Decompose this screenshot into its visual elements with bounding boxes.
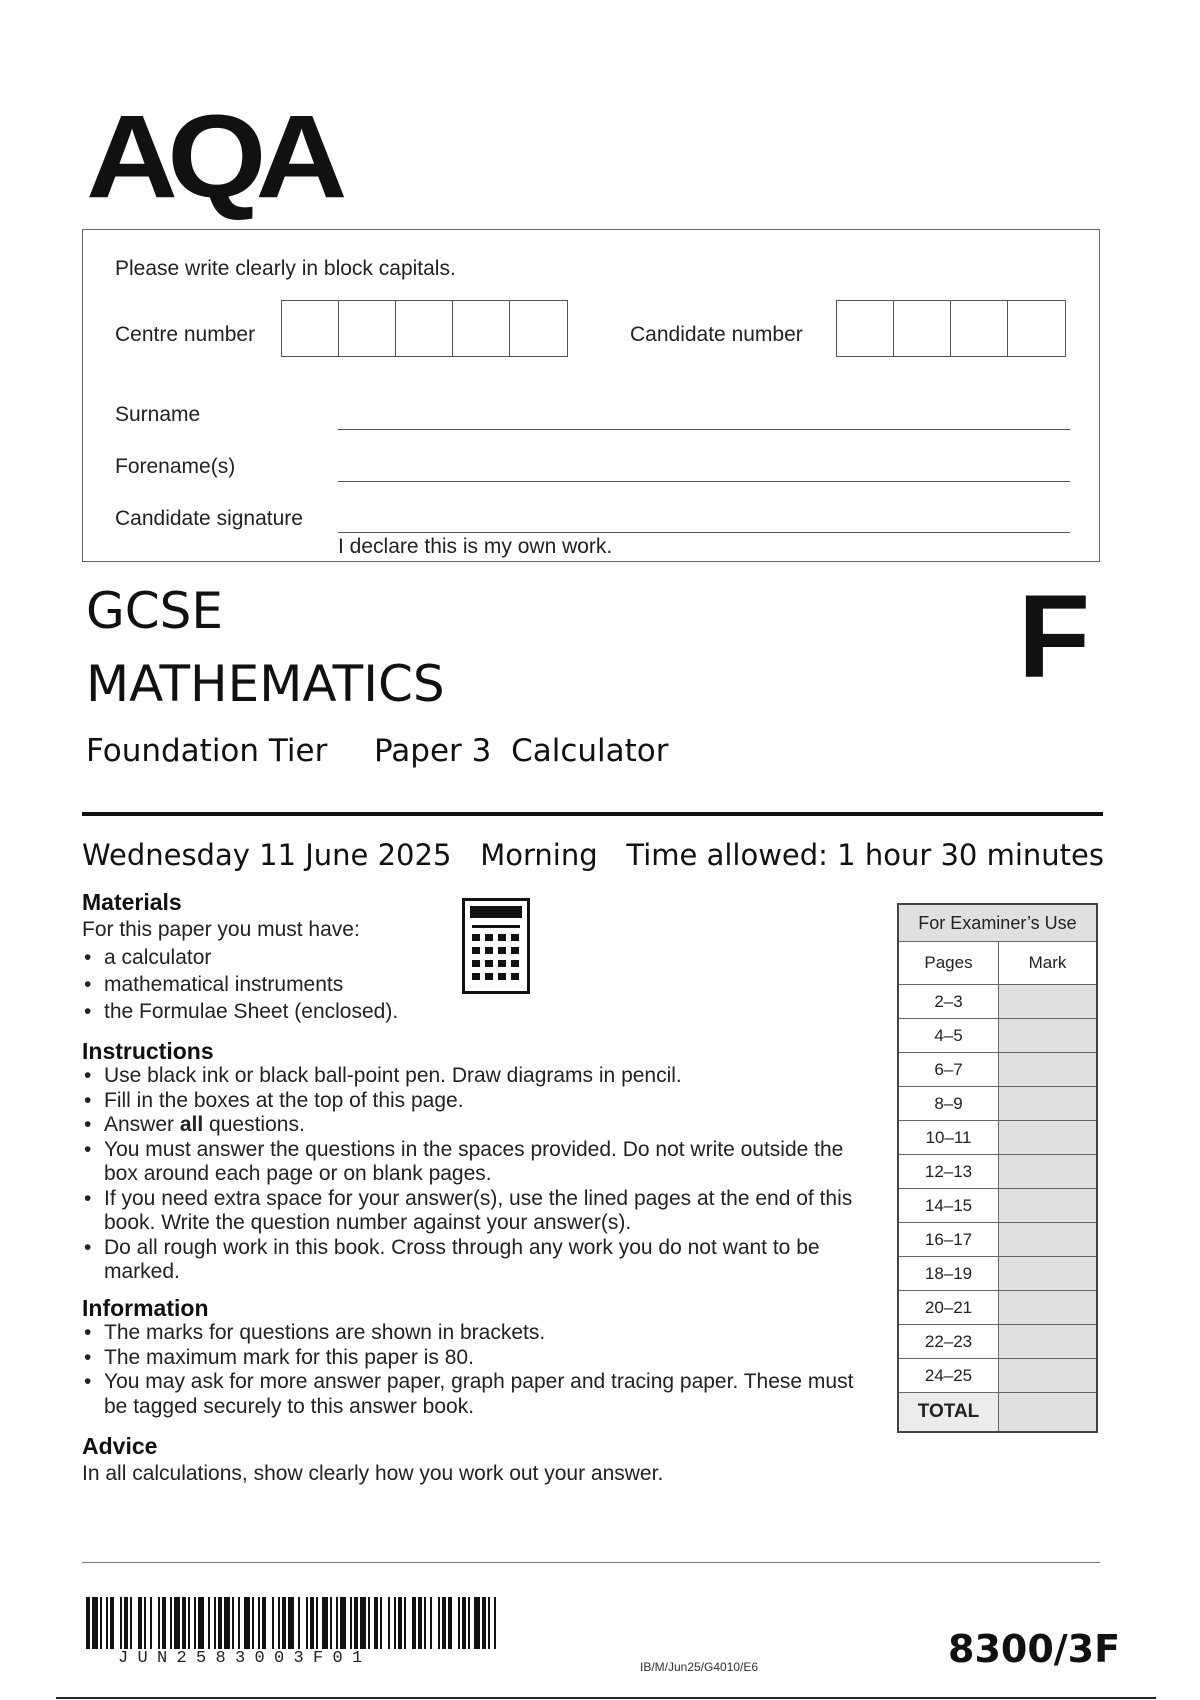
materials-list [82, 944, 482, 1025]
mark-cell[interactable] [999, 1257, 1098, 1291]
advice-text: In all calculations, show clearly how you work out your answer. [82, 1462, 664, 1485]
candidate-number-digit[interactable] [837, 301, 894, 356]
centre-number-digit[interactable] [510, 301, 567, 356]
total-mark-cell[interactable] [999, 1393, 1098, 1433]
table-row [898, 1053, 1097, 1087]
mark-cell[interactable] [999, 985, 1098, 1019]
examiner-table-title: For Examiner’s Use [898, 904, 1097, 942]
mark-cell[interactable] [999, 1325, 1098, 1359]
title-divider [82, 812, 1103, 816]
list-item: • Use black ink or black ball-point pen. Draw diagrams in pencil. [84, 1064, 682, 1087]
candidate-number-digit[interactable] [951, 301, 1008, 356]
exam-date: Wednesday 11 June 2025 [82, 838, 452, 872]
table-row [898, 1121, 1097, 1155]
table-row [898, 985, 1097, 1019]
table-row [898, 1155, 1097, 1189]
instructions-list [82, 1064, 862, 1285]
subject-title: MATHEMATICS [86, 655, 445, 713]
table-row [898, 1359, 1097, 1393]
mark-cell[interactable] [999, 1223, 1098, 1257]
pages-cell: 16–17 [898, 1223, 999, 1257]
candidate-number-digit[interactable] [894, 301, 951, 356]
candidate-details-box [82, 229, 1100, 562]
centre-number-digit[interactable] [453, 301, 510, 356]
list-item: • Fill in the boxes at the top of this page. [84, 1088, 464, 1112]
mark-cell[interactable] [999, 1019, 1098, 1053]
page-bottom-rule [56, 1697, 1156, 1699]
materials-intro: For this paper you must have: [82, 918, 360, 941]
mark-column-header: Mark [999, 942, 1098, 985]
list-item: • the Formulae Sheet (enclosed). [84, 1000, 399, 1023]
pages-cell: 10–11 [898, 1121, 999, 1155]
mark-cell[interactable] [999, 1291, 1098, 1325]
mark-cell[interactable] [999, 1189, 1098, 1223]
list-item: • The marks for questions are shown in brackets. [84, 1321, 546, 1344]
pages-cell: 12–13 [898, 1155, 999, 1189]
centre-number-field[interactable] [281, 300, 568, 357]
pages-cell: 4–5 [898, 1019, 999, 1053]
mark-cell[interactable] [999, 1121, 1098, 1155]
reference-code: IB/M/Jun25/G4010/E6 [640, 1660, 759, 1674]
list-item: • The maximum mark for this paper is 80. [84, 1345, 474, 1369]
materials-heading: Materials [82, 889, 182, 915]
table-row [898, 1291, 1097, 1325]
aqa-logo: AQA [86, 91, 337, 223]
pages-cell: 2–3 [898, 985, 999, 1019]
examiner-use-table [897, 903, 1098, 1433]
qualification-title: GCSE [86, 582, 223, 640]
advice-heading: Advice [82, 1433, 158, 1459]
list-item: • a calculator [84, 946, 212, 969]
table-row [898, 1087, 1097, 1121]
centre-number-digit[interactable] [396, 301, 453, 356]
footer-divider [82, 1562, 1100, 1563]
candidate-number-field[interactable] [836, 300, 1066, 357]
pages-cell: 6–7 [898, 1053, 999, 1087]
table-row [898, 1257, 1097, 1291]
total-row [898, 1393, 1097, 1433]
table-row [898, 1189, 1097, 1223]
candidate-number-label: Candidate number [630, 323, 803, 346]
information-list [82, 1321, 862, 1419]
list-item: • Do all rough work in this book. Cross through any work you do not want to be marked. [84, 1235, 820, 1283]
paper-code: 8300/3F [948, 1627, 1121, 1671]
centre-number-digit[interactable] [282, 301, 339, 356]
centre-number-digit[interactable] [339, 301, 396, 356]
barcode-text: JUN2583003F01 [118, 1649, 372, 1668]
list-item: • mathematical instruments [84, 973, 344, 996]
table-row [898, 1325, 1097, 1359]
pages-cell: 8–9 [898, 1087, 999, 1121]
tier-letter: F [1018, 571, 1091, 703]
forenames-label: Forename(s) [115, 455, 236, 478]
barcode [86, 1597, 498, 1649]
information-heading: Information [82, 1295, 209, 1321]
time-allowed: Time allowed: 1 hour 30 minutes [626, 838, 1104, 872]
exam-session: Morning [480, 838, 598, 872]
table-row [898, 1223, 1097, 1257]
list-item: • If you need extra space for your answer(s), use the lined pages at the end of this book. Write the question number against your answer(s). [84, 1186, 853, 1234]
mark-cell[interactable] [999, 1087, 1098, 1121]
pages-cell: 14–15 [898, 1189, 999, 1223]
candidate-number-digit[interactable] [1008, 301, 1065, 356]
list-item: • You must answer the questions in the spaces provided. Do not write outside the box around each page or on blank pages. [84, 1137, 844, 1185]
total-label: TOTAL [898, 1393, 999, 1433]
pages-column-header: Pages [898, 942, 999, 985]
calculator-icon [462, 898, 530, 994]
declaration-text: I declare this is my own work. [338, 535, 613, 558]
mark-cell[interactable] [999, 1155, 1098, 1189]
paper-label: Paper 3 Calculator [374, 733, 669, 769]
pages-cell: 20–21 [898, 1291, 999, 1325]
surname-label: Surname [115, 403, 201, 426]
pages-cell: 18–19 [898, 1257, 999, 1291]
surname-field[interactable] [338, 429, 1070, 430]
forenames-field[interactable] [338, 481, 1070, 482]
signature-field[interactable] [338, 532, 1070, 533]
list-item: • You may ask for more answer paper, graph paper and tracing paper. These must be tagged securely to this answer book. [84, 1370, 854, 1418]
tier-label: Foundation Tier [86, 733, 328, 769]
instructions-heading: Instructions [82, 1038, 214, 1064]
pages-cell: 22–23 [898, 1325, 999, 1359]
exam-info-line [82, 838, 1104, 872]
list-item: • Answer all questions. [84, 1113, 305, 1136]
mark-cell[interactable] [999, 1053, 1098, 1087]
mark-cell[interactable] [999, 1359, 1098, 1393]
pages-cell: 24–25 [898, 1359, 999, 1393]
centre-number-label: Centre number [115, 323, 256, 346]
block-capitals-instruction: Please write clearly in block capitals. [115, 257, 456, 280]
signature-label: Candidate signature [115, 507, 303, 530]
table-row [898, 1019, 1097, 1053]
